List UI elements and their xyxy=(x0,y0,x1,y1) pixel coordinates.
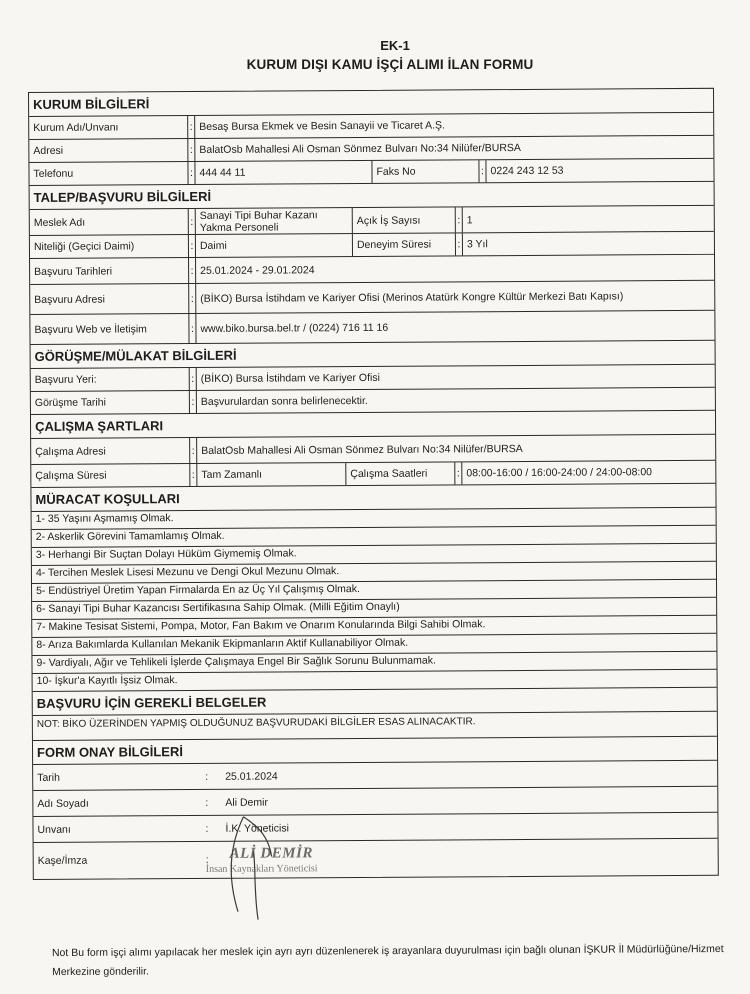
occupation-value: Sanayi Tipi Buhar Kazanı Yakma Personeli xyxy=(199,208,318,234)
section-heading-onay: FORM ONAY BİLGİLERİ xyxy=(33,737,717,765)
colon: : xyxy=(189,258,196,283)
field-label: Görüşme Tarihi xyxy=(31,391,190,414)
colon: : xyxy=(188,162,195,184)
field-label: Başvuru Web ve İletişim xyxy=(30,314,189,344)
type-value: Daimi xyxy=(199,239,227,252)
row-web xyxy=(30,311,714,345)
field-label: Meslek Adı xyxy=(30,209,189,235)
colon: : xyxy=(205,822,209,835)
approver-title-value: İ.K. Yöneticisi xyxy=(225,821,289,835)
section-heading-muracat: MÜRACAT KOŞULLARI xyxy=(31,484,715,512)
condition-item: 8- Arıza Bakımlarda Kullanılan Mekanik Ekipmanların Aktif Kullanabiliyor Olmak. xyxy=(32,634,716,656)
field-label: Faks No xyxy=(371,160,479,183)
kurum-phone-value: 444 44 11 xyxy=(199,166,246,179)
colon: : xyxy=(456,207,463,232)
experience-value: 3 Yıl xyxy=(466,238,488,251)
colon: : xyxy=(190,438,197,463)
colon: : xyxy=(479,160,486,182)
colon: : xyxy=(456,233,463,255)
work-address-value: BalatOsb Mahallesi Ali Osman Sönmez Bulvarı No:34 Nilüfer/BURSA xyxy=(201,442,523,457)
field-label: Kaşe/İmza xyxy=(37,854,88,867)
field-label: Başvuru Adresi xyxy=(30,284,189,314)
colon: : xyxy=(189,235,196,257)
form-title: KURUM DIŞI KAMU İŞÇİ ALIMI İLAN FORMU xyxy=(246,57,534,72)
condition-item: 2- Askerlik Görevini Tamamlamış Olmak. xyxy=(32,526,716,548)
kurum-address-value: BalatOsb Mahallesi Ali Osman Sönmez Bulvarı No:34 Nilüfer/BURSA xyxy=(199,141,521,156)
field-label: Deneyim Süresi xyxy=(352,233,456,256)
colon: : xyxy=(205,853,209,866)
field-label: Çalışma Adresi xyxy=(31,438,190,464)
condition-item: 9- Vardiyalı, Ağır ve Tehlikeli İşlerde Çalışmaya Engel Bir Sağlık Sorunu Bulunmamak. xyxy=(32,652,716,674)
kurum-name-value: Besaş Bursa Ekmek ve Besin Sanayii ve Ticaret A.Ş. xyxy=(199,119,445,133)
apply-address-value: (BİKO) Bursa İstihdam ve Kariyer Ofisi (Merinos Atatürk Kongre Kültür Merkezi Batı Kapısı) xyxy=(200,289,624,305)
signature-icon xyxy=(213,811,294,921)
openings-value: 1 xyxy=(466,213,473,226)
approval-date-value: 25.01.2024 xyxy=(225,769,278,783)
section-heading-talep: TALEP/BAŞVURU BİLGİLERİ xyxy=(30,182,714,210)
section-heading-belgeler: BAŞVURU İÇİN GEREKLİ BELGELER xyxy=(33,688,717,716)
field-label: Unvanı xyxy=(37,823,71,836)
approver-name-value: Ali Demir xyxy=(225,796,268,809)
footer-note: Not Bu form işçi alımı yapılacak her meslek için ayrı ayrı düzenlenerek iş arayanlara duyurulması için bağlı olunan İŞKUR İl Müdürlüğüne/Hizmet Merkezine gönderilir. xyxy=(51,942,724,979)
condition-item: 6- Sanayi Tipi Buhar Kazancısı Sertifikasına Sahip Olmak. (Milli Eğitim Onaylı) xyxy=(32,598,716,620)
colon: : xyxy=(205,770,209,783)
field-label: Telefonu xyxy=(29,162,188,185)
colon: : xyxy=(455,462,462,484)
stamp-title: İnsan Kaynakları Yöneticisi xyxy=(205,863,318,875)
field-label: Tarih xyxy=(37,771,60,784)
colon: : xyxy=(189,209,196,234)
field-label: Başvuru Tarihleri xyxy=(30,258,189,284)
interview-place-value: (BİKO) Bursa İstihdam ve Kariyer Ofisi xyxy=(200,371,380,385)
colon: : xyxy=(189,284,196,313)
web-contact-value: www.biko.bursa.bel.tr / (0224) 716 11 16 xyxy=(200,321,389,335)
condition-item: 3- Herhangi Bir Suçtan Dolayı Hüküm Giymemiş Olmak. xyxy=(32,544,716,566)
stamp-name: ALİ DEMİR xyxy=(229,845,313,862)
section-heading-kurum: KURUM BİLGİLERİ xyxy=(29,89,713,117)
colon: : xyxy=(190,391,197,413)
field-label: Niteliği (Geçici Daimi) xyxy=(30,235,189,258)
condition-item: 7- Makine Tesisat Sistemi, Pompa, Motor, Fan Bakım ve Onarım Konularında Bilgi Sahibi Olmak. xyxy=(32,616,716,638)
kurum-fax-value: 0224 243 12 53 xyxy=(490,164,564,178)
colon: : xyxy=(190,464,197,486)
work-duration-value: Tam Zamanlı xyxy=(201,468,263,481)
documents-note: NOT: BİKO ÜZERİNDEN YAPMIŞ OLDUĞUNUZ BAŞVURUDAKİ BİLGİLER ESAS ALINACAKTIR. xyxy=(33,712,717,741)
colon: : xyxy=(189,314,196,343)
section-heading-calisma: ÇALIŞMA ŞARTLARI xyxy=(31,411,715,439)
field-label: Çalışma Süresi xyxy=(31,464,190,487)
document-header xyxy=(0,38,750,72)
condition-item: 10- İşkur'a Kayıtlı İşsiz Olmak. xyxy=(33,670,717,692)
colon: : xyxy=(205,796,209,809)
field-label: Adresi xyxy=(29,139,188,162)
field-label: Kurum Adı/Unvanı xyxy=(29,116,188,139)
colon: : xyxy=(190,368,197,390)
condition-item: 5- Endüstriyel Üretim Yapan Firmalarda En az Üç Yıl Çalışmış Olmak. xyxy=(32,580,716,602)
section-heading-gorusme: GÖRÜŞME/MÜLAKAT BİLGİLERİ xyxy=(31,341,715,369)
work-hours-value: 08:00-16:00 / 16:00-24:00 / 24:00-08:00 xyxy=(466,466,653,480)
field-label: Açık İş Sayısı xyxy=(352,207,456,233)
row-stamp-signature xyxy=(34,839,718,879)
field-label: Adı Soyadı xyxy=(37,797,89,810)
row-apply-address xyxy=(30,281,714,315)
colon: : xyxy=(188,139,195,161)
interview-date-value: Başvurulardan sonra belirlenecektir. xyxy=(200,394,368,408)
announcement-form xyxy=(28,88,719,880)
dates-value: 25.01.2024 - 29.01.2024 xyxy=(200,263,315,277)
condition-item: 4- Tercihen Meslek Lisesi Mezunu ve Dengi Okul Mezunu Olmak. xyxy=(32,562,716,584)
condition-item: 1- 35 Yaşını Aşmamış Olmak. xyxy=(32,508,716,530)
annex-label: EK-1 xyxy=(380,38,410,53)
field-label: Başvuru Yeri: xyxy=(31,368,190,391)
colon: : xyxy=(188,116,195,138)
field-label: Çalışma Saatleri xyxy=(345,462,455,485)
